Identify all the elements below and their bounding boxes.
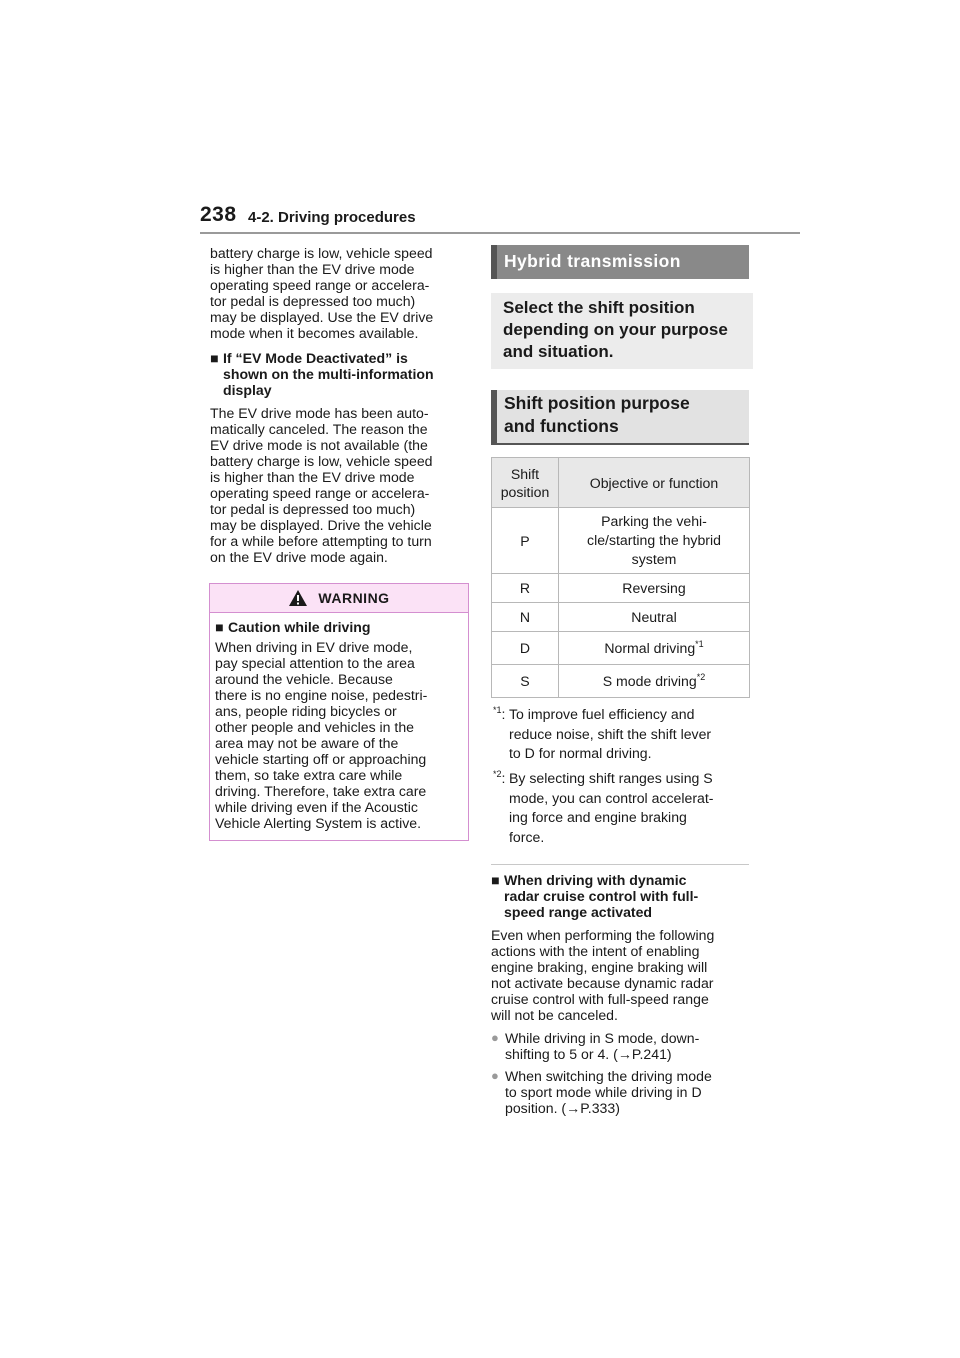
text-line: EV drive mode is not available (the [210,437,428,453]
text-line: not activate because dynamic radar [491,975,714,991]
circle-bullet-icon: ● [491,1030,499,1045]
cell-position: S [492,665,559,698]
text-line: tor pedal is depressed too much) [210,501,416,517]
text-line: may be displayed. Use the EV drive [210,309,434,325]
warning-header [210,584,468,613]
text-line: is higher than the EV drive mode [210,261,415,277]
text-line: to sport mode while driving in D [505,1084,702,1100]
text-line: on the EV drive mode again. [210,549,388,565]
footnote-marker: *2 [493,769,502,779]
text-line: Select the shift position [503,298,695,317]
cell-function: Parking the vehi- cle/starting the hybrid system [559,508,750,574]
text-line: Vehicle Alerting System is active. [215,815,422,831]
cell-function: S mode driving$^{*2}$ [559,665,750,698]
text-line: mode when it becomes available. [210,325,419,341]
text-line: When driving with dynamic [504,872,687,888]
text-line: matically canceled. The reason the [210,421,428,437]
warning-box [209,583,469,841]
text-line: When driving in EV drive mode, [215,639,413,655]
footnote-1: $^{*1}$: To improve fuel efficiency and reduce noise, shift the shift lever to D for normal driving. [493,705,755,764]
text-line: vehicle starting off or approaching [215,751,427,767]
item-heading-ev-deactivated [210,350,468,398]
cell-function: Normal driving$^{*1}$ [559,632,750,665]
text-line: battery charge is low, vehicle speed [210,245,433,261]
text-line: If “EV Mode Deactivated” is [223,350,408,366]
cell-function: Reversing [559,574,750,603]
arrow-ref-icon: → [566,1100,581,1116]
text-line: reduce noise, shift the shift lever [509,725,712,742]
text-line: tor pedal is depressed too much) [210,293,416,309]
text-line: speed range activated [504,904,653,920]
footnote-ref: *1 [695,639,704,649]
footnote-ref: *2 [696,672,706,682]
text-line: there is no engine noise, pedestri- [215,687,428,703]
text-line: battery charge is low, vehicle speed [210,453,433,469]
text-line: mode, you can control accelerat- [509,789,714,806]
square-bullet-icon: ■ [215,619,224,635]
text-line: force. [509,828,545,845]
table-row [492,665,750,698]
bullet-item: ● While driving in S mode, down- shifting to 5 or 4. (→P.241) [491,1030,700,1062]
text-line: ing force and engine braking [509,809,687,825]
paragraph-continued [210,245,468,341]
text-line: radar cruise control with full- [504,888,699,904]
text-line: When switching the driving mode [505,1068,712,1084]
text-line: depending on your purpose [503,320,728,339]
text-line: them, so take extra care while [215,767,403,783]
text-line: and situation. [503,342,614,361]
text-line: display [223,382,272,398]
section-title: 4-2. Driving procedures [248,209,416,226]
page-number: 238 [200,203,237,226]
text-line: other people and vehicles in the [215,719,415,735]
text-line: area may not be aware of the [215,735,399,751]
hybrid-transmission-heading: Hybrid transmission [491,245,749,279]
text-line: around the vehicle. Because [215,671,393,687]
bullet-item: ● When switching the driving mode to sport mode while driving in D position. (→P.333) [491,1068,712,1116]
header-rule [200,232,800,234]
text-line: While driving in S mode, down- [505,1030,700,1046]
warning-body [215,639,463,831]
text-line: driving. Therefore, take extra care [215,783,427,799]
text-line: and functions [504,416,619,436]
text-line: cruise control with full-speed range [491,991,709,1007]
paragraph-ev-canceled [210,405,468,565]
table-header-row [492,458,750,508]
text-line: may be displayed. Drive the vehicle [210,517,432,533]
cell-position: P [492,508,559,574]
cell-position: R [492,574,559,603]
table-row [492,632,750,665]
column-header-function: Objective or function [559,458,750,508]
text-line: for a while before attempting to turn [210,533,432,549]
text-line: to D for normal driving. [509,745,652,761]
text-line: ans, people riding bicycles or [215,703,397,719]
summary-box [491,293,753,369]
text-line: while driving even if the Acoustic [215,799,418,815]
table-row [492,603,750,632]
text-line: operating speed range or accelera- [210,277,430,293]
text-line: pay special attention to the area [215,655,415,671]
text-line: shown on the multi-information [223,366,434,382]
warning-title: WARNING [318,590,390,606]
text-line: To improve fuel efficiency and [509,706,695,722]
text-line: will not be canceled. [491,1007,618,1023]
column-header-position: Shift position [492,458,559,508]
arrow-ref-icon: → [617,1046,632,1062]
text-line: actions with the intent of enabling [491,943,700,959]
circle-bullet-icon: ● [491,1068,499,1083]
page-reference-link[interactable]: P.333 [580,1100,616,1116]
table-row [492,574,750,603]
square-bullet-icon: ■ [210,350,219,366]
warning-heading: ■ Caution while driving [215,619,371,635]
shift-position-table [491,457,750,698]
text-line: operating speed range or accelera- [210,485,430,501]
text-line: By selecting shift ranges using S [509,770,713,786]
cell-position: N [492,603,559,632]
page-reference-link[interactable]: P.241 [631,1046,667,1062]
shift-position-heading [491,390,749,445]
item-heading-radar-cruise [491,872,753,920]
text-line: Even when performing the following [491,927,715,943]
cell-position: D [492,632,559,665]
warning-triangle-icon [288,589,308,607]
text-line: The EV drive mode has been auto- [210,405,429,421]
table-row [492,508,750,574]
footnote-marker: *1 [493,705,502,715]
text-line: engine braking, engine braking will [491,959,708,975]
cell-function: Neutral [559,603,750,632]
text-line: Shift position purpose [504,393,690,413]
square-bullet-icon: ■ [491,872,500,888]
paragraph-engine-braking [491,927,753,1023]
text-line: is higher than the EV drive mode [210,469,415,485]
section-divider [491,864,749,865]
footnote-2: $^{*2}$: By selecting shift ranges using S mode, you can control accelerat- ing force and engine braking force. [493,769,755,847]
